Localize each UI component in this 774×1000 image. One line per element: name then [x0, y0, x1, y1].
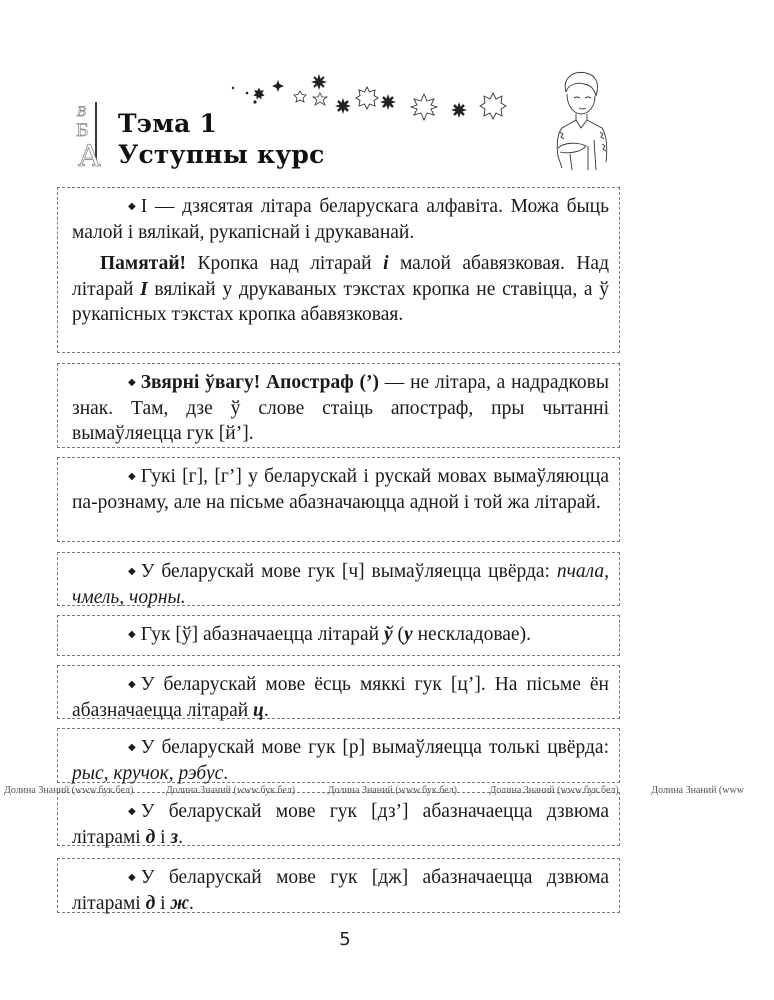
rule-text-segment: — не літара, а надрадковы знак. Там, дзе ў слове стаіць апостраф, пры чытанні вымаўляецца гук [й’].	[72, 372, 609, 444]
rule-text-segment: вялікай у друкаваных тэкстах кропка не ставіцца, а ў рукапісных тэкстах кропка абавязковая.	[72, 278, 610, 325]
rule-text-segment: У беларускай мове гук [р] вымаўляецца толькі цвёрда:	[140, 737, 609, 758]
rule-paragraph	[72, 559, 609, 610]
rule-text-segment: У беларускай мове ёсць мяккі гук [ц’]. На пісьме ён абазначаецца літарай	[72, 674, 609, 721]
rule-box	[57, 728, 620, 783]
bullet-diamond-icon: ◆	[128, 806, 136, 817]
rule-text-segment: пчала, чмель, чорны.	[72, 561, 609, 608]
rule-text-segment: .	[178, 826, 183, 848]
rule-text-segment: .	[223, 762, 229, 784]
rule-paragraph	[72, 865, 609, 916]
rule-text-segment: ж	[170, 892, 190, 914]
bullet-diamond-icon: ◆	[128, 629, 136, 640]
page-header	[0, 0, 707, 185]
bullet-diamond-icon: ◆	[128, 471, 136, 482]
rule-paragraph	[72, 799, 609, 850]
rule-box	[57, 665, 620, 719]
rule-paragraph	[72, 622, 609, 648]
rule-text-segment: і	[155, 892, 171, 914]
watermark-text: Долина Знаний (www	[651, 785, 744, 796]
watermark-text: Долина Знаний (www.бук.бел)	[4, 785, 134, 796]
bullet-diamond-icon: ◆	[128, 742, 136, 753]
page-number: 5	[339, 929, 351, 950]
rule-text-segment: Гук [ў] абазначаецца літарай	[140, 624, 384, 645]
rule-paragraph	[72, 464, 609, 515]
abc-letters-icon	[74, 100, 114, 174]
rule-text-segment: I	[140, 278, 148, 300]
rule-text-segment: Памятай!	[100, 253, 187, 274]
rule-paragraph	[72, 194, 609, 245]
stars-decoration-icon	[225, 70, 545, 130]
rule-text-segment: і	[155, 826, 171, 848]
boy-illustration-icon	[548, 70, 614, 170]
rule-box	[57, 457, 620, 542]
rule-text-segment: Гукі [г], [г’] у беларускай і рускай мовах вымаўляюцца па-рознаму, але на пісьме абазначаюцца адной і той жа літарай.	[72, 466, 609, 513]
rule-text-segment: У беларускай мове гук [дз’] абазначаецца дзвюма літарамі	[72, 801, 609, 848]
rule-text-segment: і	[383, 253, 389, 274]
rule-box	[57, 187, 620, 353]
rule-text-segment: .	[189, 892, 194, 914]
bullet-diamond-icon: ◆	[128, 377, 136, 388]
topic-label: Тэма 1	[118, 109, 218, 138]
rule-text-segment: з	[170, 826, 179, 848]
rule-text-segment: .	[263, 699, 269, 721]
topic-title: Уступны курс	[118, 140, 325, 169]
rule-text-segment: у	[404, 624, 413, 645]
rule-text-segment: малой абавязковая. Над літарай	[72, 253, 609, 300]
rule-box	[57, 615, 620, 656]
rule-text-segment: I — дзясятая літара беларускага алфавіта. Можа быць малой і вялікай, рукапіснай і друкаванай.	[72, 196, 609, 243]
rule-paragraph	[72, 251, 609, 328]
rule-text-segment: У беларускай мове гук [ч] вымаўляецца цвёрда:	[140, 561, 557, 582]
watermark-text: Долина Знаний (www.бук.бел)	[327, 785, 457, 796]
rule-text-segment: Звярні ўвагу! Апостраф (’)	[140, 372, 379, 393]
rule-text-segment: д	[145, 892, 156, 914]
rule-text-segment: рыс, кручок, рэбус	[72, 762, 224, 784]
abc-letter-a: А	[78, 139, 101, 174]
rule-text-segment: ц	[253, 699, 264, 721]
rule-paragraph	[72, 672, 609, 723]
bullet-diamond-icon: ◆	[128, 201, 136, 212]
rule-text-segment: Кропка над літарай	[186, 253, 384, 274]
abc-letter-b: Б	[76, 121, 89, 141]
rule-paragraph	[72, 370, 609, 447]
bullet-diamond-icon: ◆	[128, 566, 136, 577]
watermark-text: Долина Знаний (www.бук.бел)	[489, 785, 619, 796]
rule-text-segment: (	[392, 624, 405, 645]
watermark-text: Долина Знаний (www.бук.бел)	[165, 785, 296, 796]
bullet-diamond-icon: ◆	[128, 872, 136, 883]
rule-box	[57, 363, 620, 448]
rule-text-segment: нескладовае).	[412, 624, 531, 645]
bullet-diamond-icon: ◆	[128, 679, 136, 690]
rule-text-segment: У беларускай мове гук [дж] абазначаецца дзвюма літарамі	[72, 867, 609, 914]
rule-box	[57, 552, 620, 606]
watermark-strip	[0, 785, 744, 801]
rule-box	[57, 858, 620, 913]
rule-text-segment: д	[145, 826, 156, 848]
rule-paragraph	[72, 735, 609, 786]
abc-letter-v: В	[77, 105, 87, 120]
rule-text-segment: ў	[384, 624, 393, 645]
